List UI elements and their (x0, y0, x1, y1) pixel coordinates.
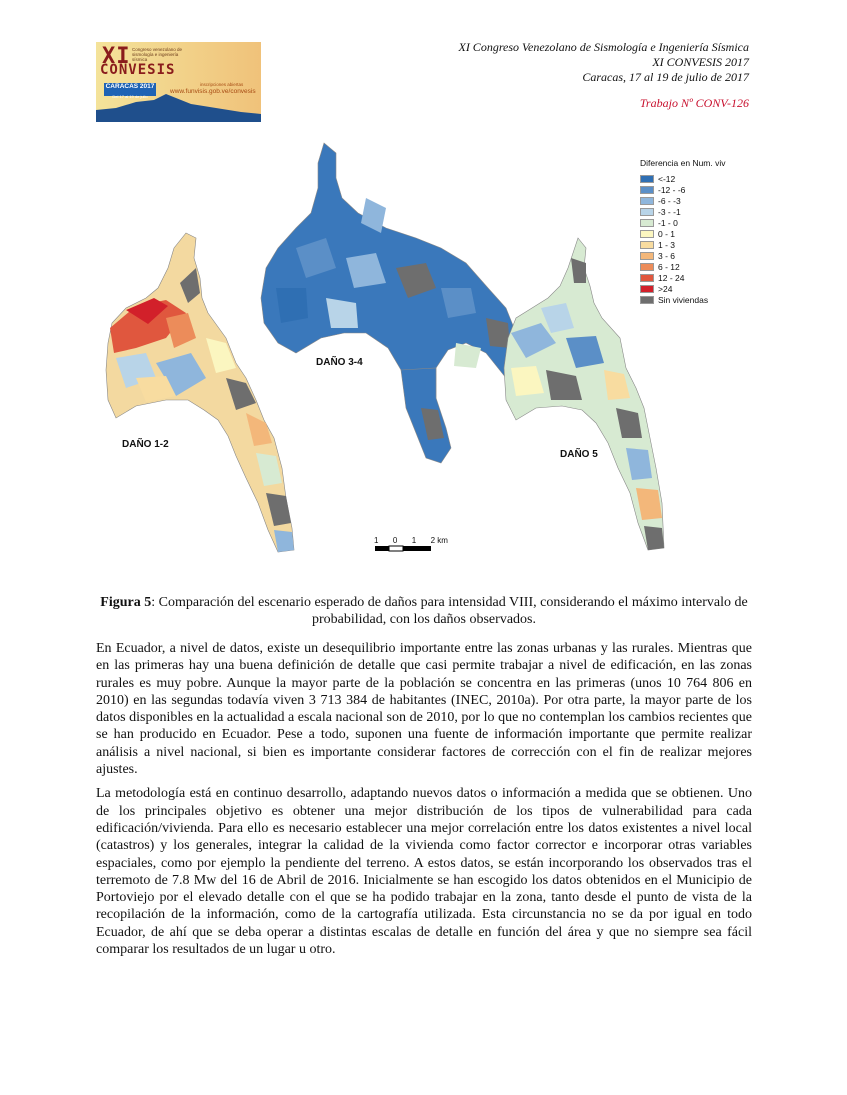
legend-label: -6 - -3 (658, 195, 681, 206)
map-legend (640, 158, 726, 305)
caption-label: Figura 5 (100, 595, 152, 610)
scale-ticks (374, 536, 448, 545)
logo-url: www.funvisis.gob.ve/convesis (170, 88, 256, 95)
paper-number: Trabajo Nº CONV-126 (639, 96, 749, 110)
legend-label: Sin viviendas (658, 294, 709, 305)
legend-label: <-12 (658, 173, 676, 184)
scale-tick: 2 km (430, 536, 448, 545)
logo-inscriptions: inscripciones abiertas (200, 82, 244, 87)
legend-item (640, 184, 726, 195)
legend-item (640, 250, 726, 261)
figure-caption (96, 594, 752, 628)
legend-swatch (640, 296, 654, 304)
legend-item (640, 283, 726, 294)
header-line3: Caracas, 17 al 19 de julio de 2017 (582, 70, 749, 84)
legend-label: 0 - 1 (658, 228, 676, 239)
scale-tick: 1 (411, 536, 417, 545)
logo-dates: Del 17 al 19 de julio (112, 94, 148, 99)
legend-item (640, 261, 726, 272)
logo-xi: XI (102, 44, 131, 69)
logo-convesis: CONVESIS (100, 62, 176, 78)
legend-swatch (640, 208, 654, 216)
legend-swatch (640, 230, 654, 238)
legend-item (640, 272, 726, 283)
legend-swatch (640, 175, 654, 183)
header-line1: XI Congreso Venezolano de Sismología e Ingeniería Sísmica (458, 40, 749, 54)
map-label-dano-3-4: DAÑO 3-4 (316, 357, 363, 368)
conference-header (458, 40, 749, 85)
header-line2: XI CONVESIS 2017 (652, 55, 749, 69)
legend-label: 12 - 24 (658, 272, 685, 283)
scale-bar (374, 536, 448, 555)
legend-item (640, 294, 726, 305)
legend-item (640, 217, 726, 228)
scale-tick: 1 (374, 536, 379, 545)
legend-swatch (640, 252, 654, 260)
paragraph: En Ecuador, a nivel de datos, existe un desequilibrio importante entre las zonas urbanas y las rurales. Mientras que en las primeras hay una buena definición de detalle que casi permite trabajar a nivel de edificación, en las zonas rurales es muy pobre. Aunque la mayor parte de la población se concentra en las primeras (unos 10 764 806 en 2010) en las segundas todavía viven 3 713 384 de habitantes (INEC, 2010a). Por otra parte, la mayor parte de los datos disponibles en la actualidad a escala nacional son de 2010, por lo que no contemplan los cambios recientes que se han producido en Ecuador. Pese a todo, suponen una fuente de información importante que permite realizar análisis a nivel nacional, si bien es importante considerar factores de corrección con el fin de realizar mejores ajustes. (96, 641, 752, 778)
legend-item (640, 206, 726, 217)
legend-label: -3 - -1 (658, 206, 681, 217)
legend-swatch (640, 263, 654, 271)
map-label-dano-5: DAÑO 5 (560, 449, 598, 460)
legend-item (640, 173, 726, 184)
legend-item (640, 228, 726, 239)
legend-swatch (640, 219, 654, 227)
legend-item (640, 239, 726, 250)
map-dano-3-4 (261, 143, 520, 463)
legend-swatch (640, 197, 654, 205)
scale-tick: 0 (392, 536, 398, 545)
scale-bar-graphic (374, 545, 434, 553)
legend-label: -1 - 0 (658, 217, 678, 228)
map-label-dano-1-2: DAÑO 1-2 (122, 439, 169, 450)
legend-rows (640, 173, 726, 305)
legend-swatch (640, 285, 654, 293)
logo-badge: CARACAS 2017 (104, 83, 156, 96)
legend-title: Diferencia en Num. viv (640, 158, 726, 168)
convesis-logo (96, 42, 261, 122)
legend-label: -12 - -6 (658, 184, 686, 195)
legend-label: >24 (658, 283, 673, 294)
legend-swatch (640, 186, 654, 194)
body-text (96, 640, 752, 965)
legend-label: 6 - 12 (658, 261, 680, 272)
legend-label: 3 - 6 (658, 250, 676, 261)
caption-text: : Comparación del escenario esperado de daños para intensidad VIII, considerando el máximo intervalo de probabilidad, con los daños observados. (151, 595, 748, 627)
legend-item (640, 195, 726, 206)
paragraph: La metodología está en continuo desarrollo, adaptando nuevos datos o información a medida que se obtienen. Uno de los principales objetivo es obtener una mejor distribución de los tipos de vulnerabilidad para cada edificación/vivienda. Para ello es necesario establecer una mejor correlación entre los datos existentes a nivel local (catastros) y los generales, integrar la calidad de la vivienda como factor corrector e incorporar otras variables espaciales, como por ejemplo la pendiente del terreno. A estos datos, se están incorporando los observados tras el terremoto de 7.8 Mw del 16 de Abril de 2016. Inicialmente se han escogido los datos obtenidos en el Municipio de Portoviejo por el elevado detalle con el que se ha podido trabajar en la zona, tanto desde el punto de vista de la recopilación de la información, como de la cartografía utilizada. Esta circunstancia no se da por igual en todo Ecuador, de ahí que se deba operar a distintas escalas de detalle en función del área y que no siempre sea fácil comparar los resultados de un lugar u otro. (96, 786, 752, 958)
legend-swatch (640, 241, 654, 249)
legend-swatch (640, 274, 654, 282)
logo-subtitle: Congreso venezolano de sismología e ingeniería sísmica (132, 47, 183, 62)
legend-label: 1 - 3 (658, 239, 676, 250)
